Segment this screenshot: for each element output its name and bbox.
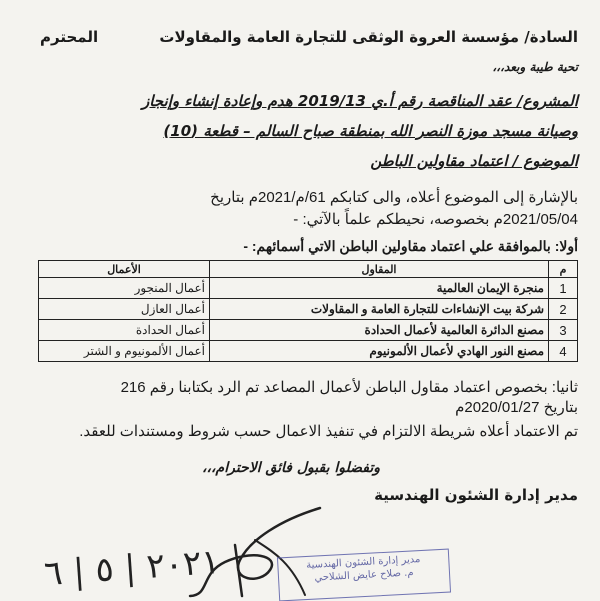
- official-stamp: [277, 549, 451, 601]
- signer-title: مدير إدارة الشئون الهندسية: [374, 486, 578, 504]
- row-contractor: مصنع الدائرة العالمية لأعمال الحدادة: [210, 320, 549, 341]
- table-header-row: [39, 261, 578, 278]
- body-paragraph-1: بالإشارة إلى الموضوع أعلاه، والى كتابكم 61/م/2021م بتاريخ: [210, 189, 578, 206]
- row-works: أعمال الألمونيوم و الشتر: [39, 341, 210, 362]
- row-works: أعمال الحدادة: [39, 320, 210, 341]
- table-row: [39, 341, 578, 362]
- header-works: الأعمال: [39, 261, 210, 278]
- table-row: [39, 320, 578, 341]
- stamp-line-1: مدير إدارة الشئون الهندسية: [305, 554, 421, 572]
- stamp-line-2: م. صلاح عايض الشلاحي: [314, 567, 414, 584]
- row-number: 3: [549, 320, 578, 341]
- subject-line-3: الموضوع / اعتماد مقاولين الباطن: [370, 152, 578, 170]
- addressee-line: السادة/ مؤسسة العروة الوثقى للتجارة العامة والمقاولات: [159, 28, 578, 46]
- body-paragraph-2: 2021/05/04م بخصوصه، نحيطكم علماً بالآتي: -: [293, 211, 578, 228]
- table-row: [39, 299, 578, 320]
- row-contractor: مصنع النور الهادي لأعمال الألمونيوم: [210, 341, 549, 362]
- body-paragraph-5: بتاريخ 2020/01/27م: [455, 399, 578, 416]
- subcontractors-table: [38, 260, 578, 362]
- subject-line-1: المشروع/ عقد المناقصة رقم أ.ي 2019/13 هدم وإعادة إنشاء وإنجاز: [142, 92, 578, 110]
- row-number: 2: [549, 299, 578, 320]
- header-contractor: المقاول: [210, 261, 549, 278]
- row-contractor: منجرة الإيمان العالمية: [210, 278, 549, 299]
- header-num: م: [549, 261, 578, 278]
- body-paragraph-3: أولا: بالموافقة علي اعتماد مقاولين الباطن الاتي أسمائهم: -: [243, 238, 578, 254]
- row-number: 1: [549, 278, 578, 299]
- closing-line: وتفضلوا بقبول فائق الاحترام،،،: [202, 460, 380, 476]
- row-works: أعمال المنجور: [39, 278, 210, 299]
- body-paragraph-4: ثانيا: بخصوص اعتماد مقاول الباطن لأعمال المصاعد تم الرد بكتابنا رقم 216: [120, 379, 578, 396]
- respected-label: المحترم: [40, 28, 99, 46]
- handwritten-date: ٢٠٢١ | ٥ | ٦: [42, 541, 221, 595]
- greeting-line: تحية طيبة وبعد،،،: [492, 60, 578, 74]
- row-number: 4: [549, 341, 578, 362]
- table-row: [39, 278, 578, 299]
- row-works: أعمال العازل: [39, 299, 210, 320]
- subject-line-2: وصيانة مسجد موزة النصر الله بمنطقة صباح السالم – قطعة (10): [163, 122, 578, 140]
- row-contractor: شركة بيت الإنشاءات للتجارة العامة و المقاولات: [210, 299, 549, 320]
- body-paragraph-6: تم الاعتماد أعلاه شريطة الالتزام في تنفيذ الاعمال حسب شروط ومستندات للعقد.: [79, 423, 578, 440]
